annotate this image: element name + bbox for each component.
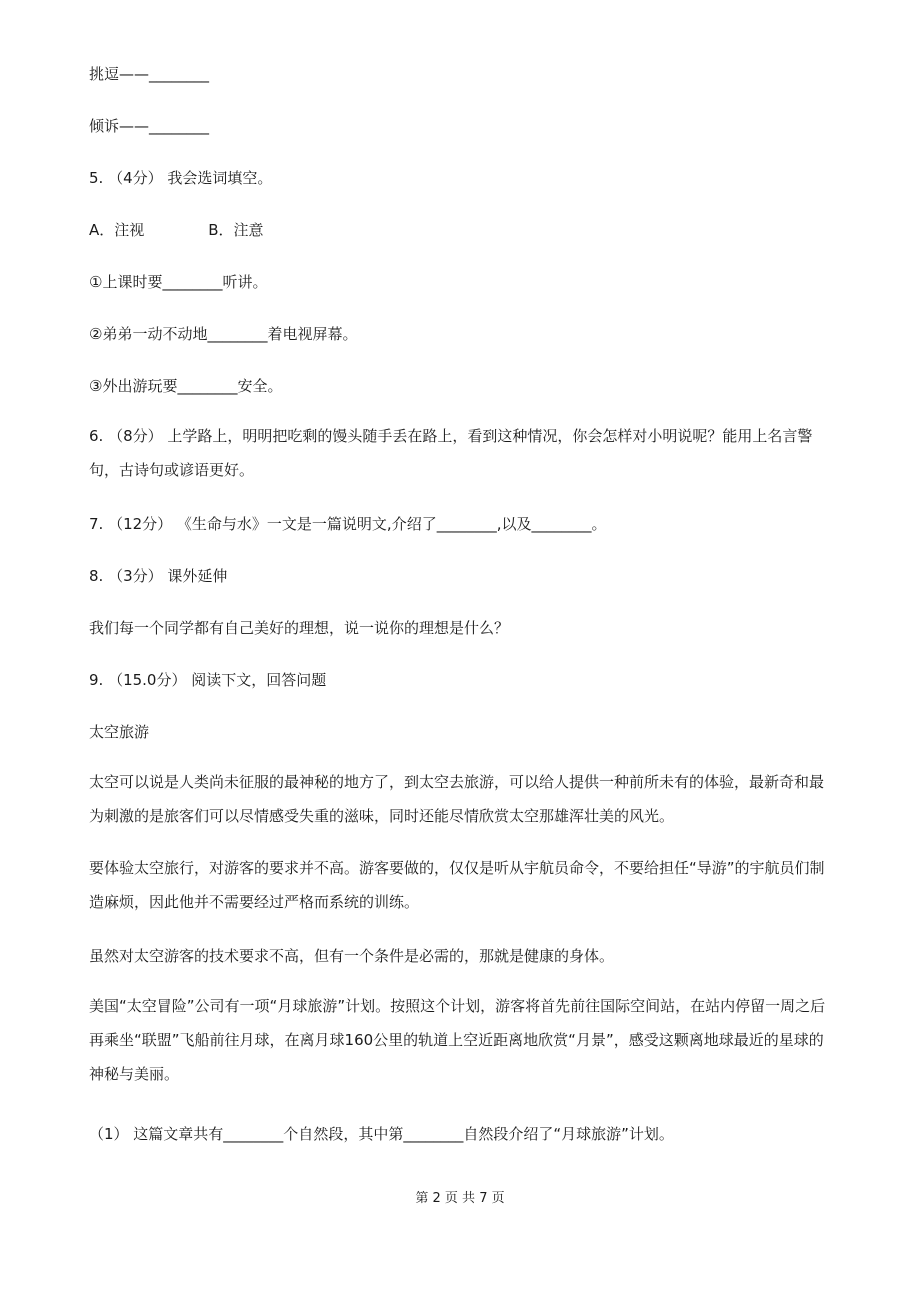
option-b: B．注意 [208,221,264,239]
paragraph-2-text: 要体验太空旅行，对游客的要求并不高。游客要做的，仅仅是听从宇航员命令，不要给担任“导游”的宇航员们制造麻烦，因此他并不需要经过严格而系统的训练。 [89,859,825,911]
question-5-options [89,220,264,240]
question-7: 7. （12分） 《生命与水》一文是一篇说明文,介绍了________,以及________。 [89,515,607,533]
question-8-text: 我们每一个同学都有自己美好的理想，说一说你的理想是什么？ [89,619,510,637]
page-footer: 第 2 页 共 7 页 [415,1191,505,1206]
item-tiaodou: 挑逗——________ [89,65,210,83]
sub-question-1: （1） 这篇文章共有________个自然段，其中第________自然段介绍了“月球旅游”计划。 [89,1125,674,1143]
paragraph-1-text: 太空可以说是人类尚未征服的最神秘的地方了，到太空去旅游，可以给人提供一种前所未有的体验，最新奇和最为刺激的是旅客们可以尽情感受失重的滋味，同时还能尽情欣赏太空那雄浑壮美的风光。 [89,773,825,825]
question-8-heading: 8. （3分） 课外延伸 [89,567,228,585]
passage-paragraph-2 [89,851,834,919]
question-6: 6. （8分） 上学路上，明明把吃剩的馒头随手丢在路上，看到这种情况，你会怎样对小明说呢？能用上名言警句，古诗句或谚语更好。 [89,427,813,479]
passage-title: 太空旅游 [89,723,150,741]
passage-paragraph-1 [89,765,834,833]
item-qingsu: 倾诉——________ [89,117,210,135]
question-5-item-3: ③外出游玩要________安全。 [89,377,283,395]
question-5-item-1: ①上课时要________听讲。 [89,273,268,291]
question-5-heading: 5. （4分） 我会选词填空。 [89,169,273,187]
question-5-item-2: ②弟弟一动不动地________着电视屏幕。 [89,325,358,343]
paragraph-4-text: 美国“太空冒险”公司有一项“月球旅游”计划。按照这个计划，游客将首先前往国际空间站，在站内停留一周之后再乘坐“联盟”飞船前往月球，在离月球160公里的轨道上空近距离地欣赏“月景”，感受这颗离地球最近的星球的神秘与美丽。 [89,997,826,1083]
passage-paragraph-4 [89,989,834,1091]
option-a: A．注视 [89,221,145,239]
question-9-heading: 9. （15.0分） 阅读下文，回答问题 [89,671,327,689]
passage-paragraph-3: 虽然对太空游客的技术要求不高，但有一个条件是必需的，那就是健康的身体。 [89,947,615,965]
